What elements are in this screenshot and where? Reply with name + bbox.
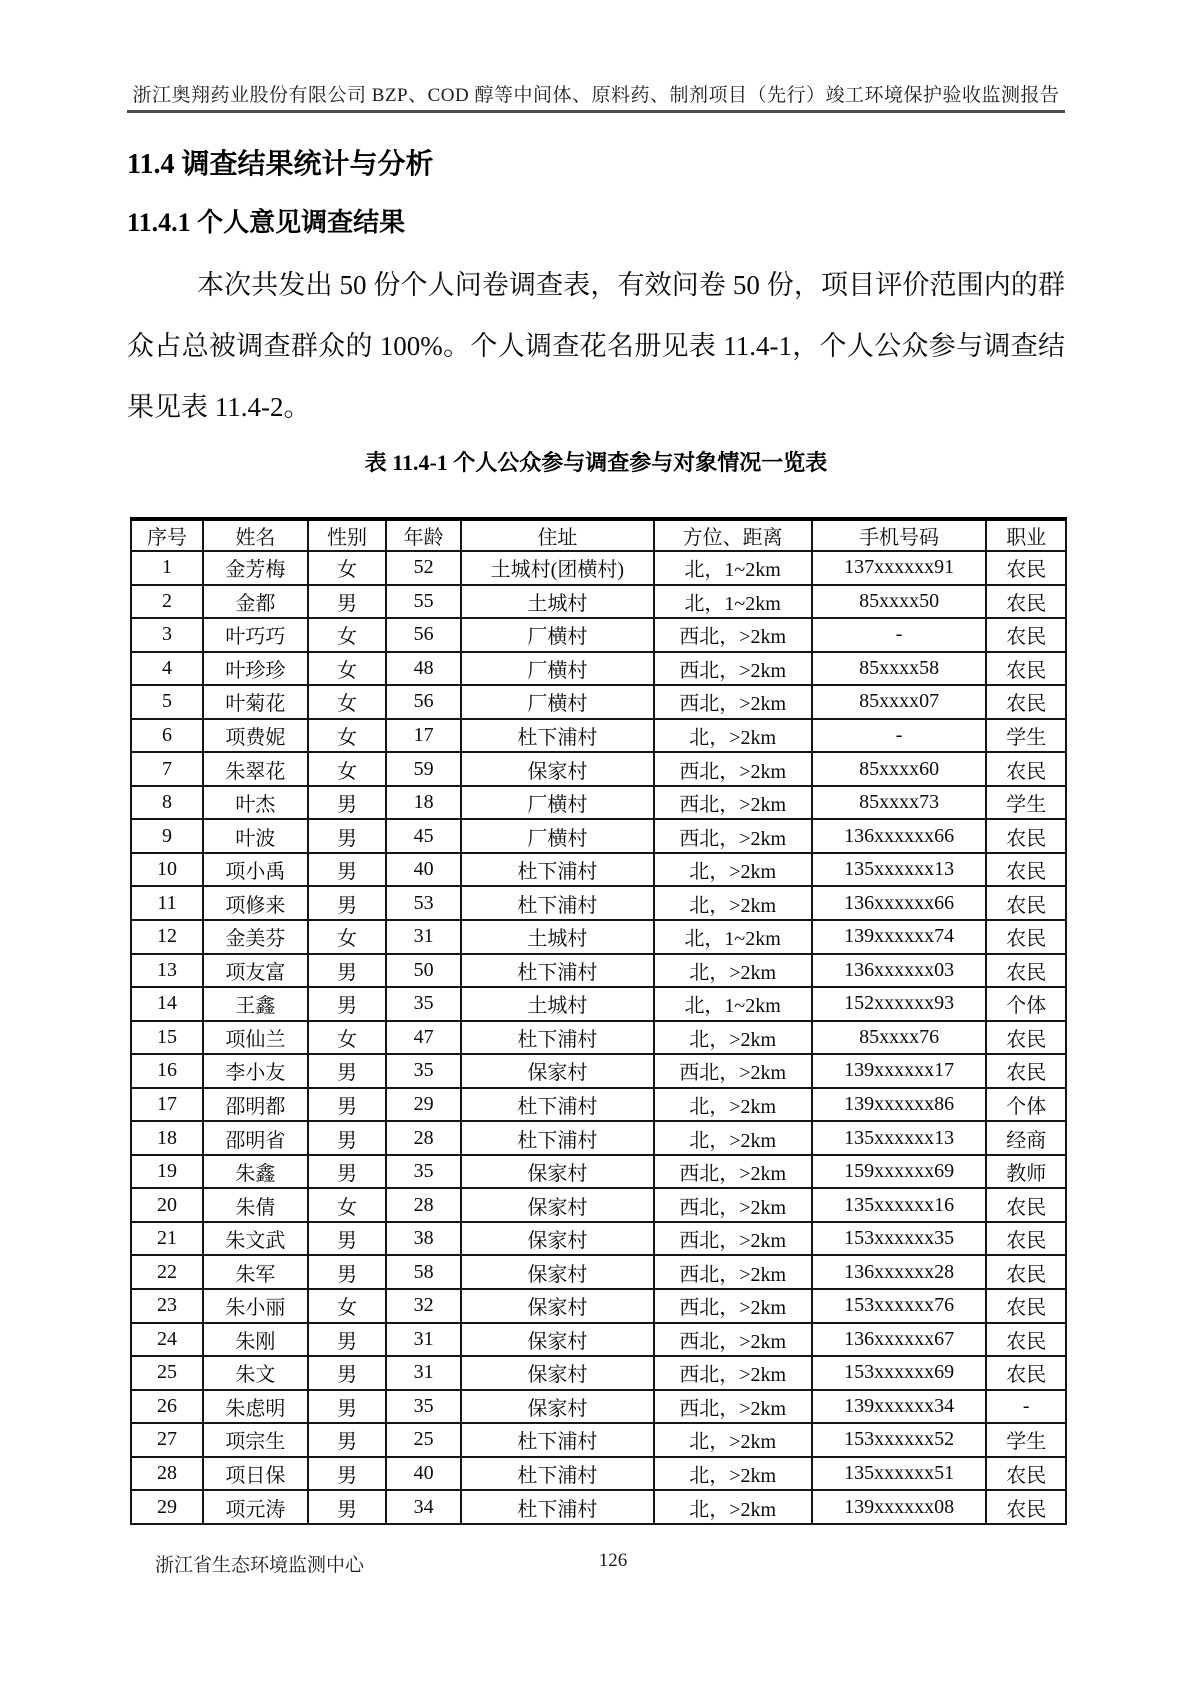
table-row	[131, 685, 1066, 719]
cell-address: 杜下浦村	[461, 1088, 654, 1122]
cell-phone: 85xxxx60	[812, 752, 987, 786]
table-row	[131, 719, 1066, 753]
cell-direction-distance: 西北，>2km	[654, 1054, 812, 1088]
cell-name: 项费妮	[203, 719, 308, 753]
cell-index: 8	[131, 786, 203, 820]
cell-name: 项仙兰	[203, 1021, 308, 1055]
cell-gender: 女	[308, 752, 387, 786]
cell-gender: 男	[308, 786, 387, 820]
cell-occupation: 农民	[986, 551, 1066, 585]
cell-gender: 男	[308, 819, 387, 853]
body-paragraph: 本次共发出 50 份个人问卷调查表，有效问卷 50 份，项目评价范围内的群众占总被调查群众的 100%。个人调查花名册见表 11.4-1，个人公众参与调查结果见表 11.4-2。	[127, 270, 1065, 422]
cell-address: 保家村	[461, 1222, 654, 1256]
cell-gender: 男	[308, 954, 387, 988]
table-row	[131, 1222, 1066, 1256]
cell-age: 56	[386, 685, 461, 719]
cell-address: 厂横村	[461, 685, 654, 719]
cell-phone: 136xxxxxx66	[812, 819, 987, 853]
cell-age: 47	[386, 1021, 461, 1055]
cell-phone: 135xxxxxx13	[812, 853, 987, 887]
cell-occupation: 农民	[986, 752, 1066, 786]
cell-occupation: 农民	[986, 585, 1066, 619]
cell-age: 18	[386, 786, 461, 820]
cell-address: 厂横村	[461, 618, 654, 652]
cell-direction-distance: 西北，>2km	[654, 1323, 812, 1357]
cell-direction-distance: 北，>2km	[654, 1121, 812, 1155]
cell-index: 1	[131, 551, 203, 585]
cell-address: 杜下浦村	[461, 1121, 654, 1155]
cell-gender: 男	[308, 1121, 387, 1155]
cell-name: 朱鑫	[203, 1155, 308, 1189]
cell-age: 31	[386, 1323, 461, 1357]
cell-gender: 男	[308, 585, 387, 619]
cell-gender: 女	[308, 920, 387, 954]
cell-age: 34	[386, 1490, 461, 1524]
cell-direction-distance: 北，1~2km	[654, 585, 812, 619]
cell-age: 56	[386, 618, 461, 652]
cell-index: 25	[131, 1356, 203, 1390]
cell-index: 9	[131, 819, 203, 853]
cell-phone: 139xxxxxx74	[812, 920, 987, 954]
cell-direction-distance: 北，>2km	[654, 1021, 812, 1055]
cell-name: 朱军	[203, 1255, 308, 1289]
table-row	[131, 786, 1066, 820]
cell-name: 王鑫	[203, 987, 308, 1021]
cell-index: 4	[131, 652, 203, 686]
section-heading-11-4: 11.4 调查结果统计与分析	[127, 149, 434, 180]
cell-gender: 男	[308, 987, 387, 1021]
cell-name: 李小友	[203, 1054, 308, 1088]
cell-phone: 136xxxxxx28	[812, 1255, 987, 1289]
cell-phone: 159xxxxxx69	[812, 1155, 987, 1189]
cell-occupation: 农民	[986, 1356, 1066, 1390]
cell-gender: 女	[308, 551, 387, 585]
cell-phone: 139xxxxxx86	[812, 1088, 987, 1122]
cell-direction-distance: 北，>2km	[654, 886, 812, 920]
cell-occupation: 农民	[986, 1255, 1066, 1289]
cell-index: 15	[131, 1021, 203, 1055]
cell-name: 金芳梅	[203, 551, 308, 585]
cell-name: 朱小丽	[203, 1289, 308, 1323]
cell-phone: 135xxxxxx13	[812, 1121, 987, 1155]
cell-index: 24	[131, 1323, 203, 1357]
table-row	[131, 886, 1066, 920]
cell-direction-distance: 北，>2km	[654, 853, 812, 887]
cell-occupation: 经商	[986, 1121, 1066, 1155]
cell-age: 59	[386, 752, 461, 786]
cell-name: 叶杰	[203, 786, 308, 820]
cell-address: 杜下浦村	[461, 853, 654, 887]
cell-gender: 男	[308, 1054, 387, 1088]
cell-name: 项修来	[203, 886, 308, 920]
cell-index: 11	[131, 886, 203, 920]
cell-gender: 男	[308, 1356, 387, 1390]
column-header-direction: 方位、距离	[654, 519, 812, 551]
cell-phone: 153xxxxxx76	[812, 1289, 987, 1323]
table-row	[131, 1490, 1066, 1524]
cell-occupation: 农民	[986, 618, 1066, 652]
cell-direction-distance: 西北，>2km	[654, 819, 812, 853]
cell-gender: 女	[308, 652, 387, 686]
cell-direction-distance: 北，1~2km	[654, 987, 812, 1021]
cell-direction-distance: 西北，>2km	[654, 1188, 812, 1222]
cell-phone: 136xxxxxx66	[812, 886, 987, 920]
cell-address: 土城村	[461, 920, 654, 954]
cell-name: 项小禹	[203, 853, 308, 887]
cell-phone: 136xxxxxx03	[812, 954, 987, 988]
cell-phone: 136xxxxxx67	[812, 1323, 987, 1357]
cell-address: 杜下浦村	[461, 1423, 654, 1457]
cell-name: 金都	[203, 585, 308, 619]
column-header-address: 住址	[461, 519, 654, 551]
cell-occupation: 个体	[986, 1088, 1066, 1122]
cell-occupation: 个体	[986, 987, 1066, 1021]
cell-index: 26	[131, 1390, 203, 1424]
column-header-phone: 手机号码	[812, 519, 987, 551]
cell-direction-distance: 北，>2km	[654, 1490, 812, 1524]
cell-gender: 男	[308, 1222, 387, 1256]
cell-name: 项宗生	[203, 1423, 308, 1457]
cell-direction-distance: 西北，>2km	[654, 618, 812, 652]
cell-address: 保家村	[461, 1289, 654, 1323]
cell-occupation: 农民	[986, 819, 1066, 853]
cell-phone: 139xxxxxx08	[812, 1490, 987, 1524]
cell-gender: 女	[308, 685, 387, 719]
cell-direction-distance: 北，>2km	[654, 719, 812, 753]
column-header-age: 年龄	[386, 519, 461, 551]
cell-index: 2	[131, 585, 203, 619]
cell-occupation: 农民	[986, 1054, 1066, 1088]
cell-direction-distance: 北，>2km	[654, 1088, 812, 1122]
cell-age: 29	[386, 1088, 461, 1122]
column-header-index: 序号	[131, 519, 203, 551]
table-row	[131, 1155, 1066, 1189]
cell-gender: 男	[308, 853, 387, 887]
cell-index: 29	[131, 1490, 203, 1524]
cell-gender: 男	[308, 1155, 387, 1189]
cell-phone: 135xxxxxx51	[812, 1457, 987, 1491]
cell-occupation: 农民	[986, 1222, 1066, 1256]
cell-phone: 137xxxxxx91	[812, 551, 987, 585]
cell-name: 朱翠花	[203, 752, 308, 786]
cell-phone: -	[812, 618, 987, 652]
cell-address: 保家村	[461, 1188, 654, 1222]
cell-occupation: 学生	[986, 1423, 1066, 1457]
cell-direction-distance: 北，1~2km	[654, 920, 812, 954]
table-header-row	[131, 519, 1066, 551]
cell-name: 邵明都	[203, 1088, 308, 1122]
table-row	[131, 1121, 1066, 1155]
cell-phone: 85xxxx58	[812, 652, 987, 686]
report-header-title: 浙江奥翔药业股份有限公司 BZP、COD 醇等中间体、原料药、制剂项目（先行）竣工环境保护验收监测报告	[132, 85, 1060, 106]
cell-address: 杜下浦村	[461, 1490, 654, 1524]
cell-direction-distance: 北，>2km	[654, 1457, 812, 1491]
cell-address: 杜下浦村	[461, 1457, 654, 1491]
cell-index: 27	[131, 1423, 203, 1457]
cell-age: 35	[386, 1054, 461, 1088]
cell-direction-distance: 西北，>2km	[654, 1390, 812, 1424]
table-row	[131, 585, 1066, 619]
table-row	[131, 1323, 1066, 1357]
cell-age: 55	[386, 585, 461, 619]
cell-phone: 85xxxx50	[812, 585, 987, 619]
cell-occupation: 农民	[986, 1021, 1066, 1055]
cell-index: 3	[131, 618, 203, 652]
cell-name: 项友富	[203, 954, 308, 988]
cell-age: 52	[386, 551, 461, 585]
footer-page-number: 126	[598, 1550, 628, 1571]
table-row	[131, 1088, 1066, 1122]
cell-index: 5	[131, 685, 203, 719]
cell-age: 31	[386, 920, 461, 954]
cell-gender: 女	[308, 719, 387, 753]
cell-age: 31	[386, 1356, 461, 1390]
footer-organization: 浙江省生态环境监测中心	[155, 1555, 365, 1576]
cell-index: 7	[131, 752, 203, 786]
cell-gender: 男	[308, 1323, 387, 1357]
cell-address: 厂横村	[461, 652, 654, 686]
table-row	[131, 987, 1066, 1021]
cell-age: 40	[386, 853, 461, 887]
cell-address: 保家村	[461, 1155, 654, 1189]
cell-address: 杜下浦村	[461, 719, 654, 753]
table-caption: 表 11.4-1 个人公众参与调查参与对象情况一览表	[364, 450, 828, 475]
cell-address: 厂横村	[461, 819, 654, 853]
cell-direction-distance: 北，>2km	[654, 954, 812, 988]
cell-age: 38	[386, 1222, 461, 1256]
section-heading-11-4-1: 11.4.1 个人意见调查结果	[127, 208, 406, 237]
cell-address: 保家村	[461, 752, 654, 786]
cell-gender: 女	[308, 1289, 387, 1323]
cell-index: 16	[131, 1054, 203, 1088]
cell-occupation: 教师	[986, 1155, 1066, 1189]
cell-address: 保家村	[461, 1356, 654, 1390]
cell-age: 35	[386, 987, 461, 1021]
cell-direction-distance: 北，>2km	[654, 1423, 812, 1457]
cell-phone: 85xxxx07	[812, 685, 987, 719]
cell-phone: 139xxxxxx34	[812, 1390, 987, 1424]
table-row	[131, 1423, 1066, 1457]
cell-name: 叶珍珍	[203, 652, 308, 686]
cell-name: 金美芬	[203, 920, 308, 954]
cell-age: 35	[386, 1390, 461, 1424]
table-row	[131, 551, 1066, 585]
cell-address: 保家村	[461, 1323, 654, 1357]
cell-gender: 女	[308, 1021, 387, 1055]
cell-phone: 135xxxxxx16	[812, 1188, 987, 1222]
cell-gender: 男	[308, 1490, 387, 1524]
cell-age: 53	[386, 886, 461, 920]
cell-occupation: 农民	[986, 886, 1066, 920]
cell-phone: -	[812, 719, 987, 753]
cell-index: 21	[131, 1222, 203, 1256]
cell-occupation: 农民	[986, 652, 1066, 686]
cell-age: 17	[386, 719, 461, 753]
cell-index: 10	[131, 853, 203, 887]
cell-address: 杜下浦村	[461, 1021, 654, 1055]
cell-gender: 女	[308, 1188, 387, 1222]
table-row	[131, 1054, 1066, 1088]
cell-age: 35	[386, 1155, 461, 1189]
cell-index: 23	[131, 1289, 203, 1323]
table-row	[131, 1289, 1066, 1323]
cell-name: 叶巧巧	[203, 618, 308, 652]
cell-occupation: -	[986, 1390, 1066, 1424]
cell-age: 25	[386, 1423, 461, 1457]
cell-index: 19	[131, 1155, 203, 1189]
cell-phone: 152xxxxxx93	[812, 987, 987, 1021]
cell-direction-distance: 北，1~2km	[654, 551, 812, 585]
cell-name: 朱虑明	[203, 1390, 308, 1424]
cell-age: 48	[386, 652, 461, 686]
cell-address: 土城村(团横村)	[461, 551, 654, 585]
cell-name: 朱刚	[203, 1323, 308, 1357]
cell-address: 厂横村	[461, 786, 654, 820]
cell-gender: 男	[308, 886, 387, 920]
column-header-name: 姓名	[203, 519, 308, 551]
cell-name: 朱文武	[203, 1222, 308, 1256]
table-row	[131, 819, 1066, 853]
cell-gender: 男	[308, 1457, 387, 1491]
table-row	[131, 652, 1066, 686]
cell-phone: 139xxxxxx17	[812, 1054, 987, 1088]
table-row	[131, 920, 1066, 954]
cell-index: 22	[131, 1255, 203, 1289]
cell-name: 朱文	[203, 1356, 308, 1390]
table-row	[131, 1356, 1066, 1390]
cell-name: 项元涛	[203, 1490, 308, 1524]
cell-age: 50	[386, 954, 461, 988]
cell-address: 土城村	[461, 585, 654, 619]
cell-index: 13	[131, 954, 203, 988]
cell-address: 保家村	[461, 1390, 654, 1424]
cell-name: 项日保	[203, 1457, 308, 1491]
cell-name: 叶菊花	[203, 685, 308, 719]
cell-address: 杜下浦村	[461, 954, 654, 988]
cell-occupation: 农民	[986, 1490, 1066, 1524]
cell-occupation: 农民	[986, 1323, 1066, 1357]
cell-age: 32	[386, 1289, 461, 1323]
cell-direction-distance: 西北，>2km	[654, 752, 812, 786]
table-row	[131, 1457, 1066, 1491]
cell-phone: 153xxxxxx52	[812, 1423, 987, 1457]
cell-address: 土城村	[461, 987, 654, 1021]
cell-occupation: 农民	[986, 1188, 1066, 1222]
cell-age: 45	[386, 819, 461, 853]
cell-age: 28	[386, 1188, 461, 1222]
column-header-gender: 性别	[308, 519, 387, 551]
cell-gender: 男	[308, 1088, 387, 1122]
cell-occupation: 农民	[986, 954, 1066, 988]
cell-phone: 153xxxxxx69	[812, 1356, 987, 1390]
cell-index: 6	[131, 719, 203, 753]
header-rule	[127, 110, 1065, 113]
cell-name: 邵明省	[203, 1121, 308, 1155]
table-row	[131, 1255, 1066, 1289]
table-row	[131, 618, 1066, 652]
cell-index: 17	[131, 1088, 203, 1122]
cell-gender: 女	[308, 618, 387, 652]
table-row	[131, 752, 1066, 786]
cell-phone: 85xxxx73	[812, 786, 987, 820]
cell-direction-distance: 西北，>2km	[654, 1356, 812, 1390]
cell-name: 叶波	[203, 819, 308, 853]
cell-occupation: 农民	[986, 685, 1066, 719]
cell-address: 保家村	[461, 1255, 654, 1289]
cell-index: 14	[131, 987, 203, 1021]
cell-occupation: 农民	[986, 1289, 1066, 1323]
cell-age: 58	[386, 1255, 461, 1289]
cell-direction-distance: 西北，>2km	[654, 786, 812, 820]
cell-gender: 男	[308, 1390, 387, 1424]
column-header-job: 职业	[986, 519, 1066, 551]
cell-direction-distance: 西北，>2km	[654, 685, 812, 719]
cell-occupation: 学生	[986, 719, 1066, 753]
table-row	[131, 1188, 1066, 1222]
cell-phone: 153xxxxxx35	[812, 1222, 987, 1256]
cell-index: 20	[131, 1188, 203, 1222]
cell-age: 40	[386, 1457, 461, 1491]
cell-direction-distance: 西北，>2km	[654, 652, 812, 686]
cell-index: 12	[131, 920, 203, 954]
cell-name: 朱倩	[203, 1188, 308, 1222]
table-row	[131, 853, 1066, 887]
survey-table-body	[131, 551, 1066, 1524]
cell-age: 28	[386, 1121, 461, 1155]
cell-occupation: 学生	[986, 786, 1066, 820]
table-row	[131, 1390, 1066, 1424]
survey-table	[130, 517, 1067, 1525]
table-row	[131, 1021, 1066, 1055]
cell-occupation: 农民	[986, 853, 1066, 887]
cell-direction-distance: 西北，>2km	[654, 1222, 812, 1256]
cell-occupation: 农民	[986, 920, 1066, 954]
cell-gender: 男	[308, 1423, 387, 1457]
cell-phone: 85xxxx76	[812, 1021, 987, 1055]
cell-occupation: 农民	[986, 1457, 1066, 1491]
cell-direction-distance: 西北，>2km	[654, 1289, 812, 1323]
cell-direction-distance: 西北，>2km	[654, 1255, 812, 1289]
cell-index: 18	[131, 1121, 203, 1155]
cell-index: 28	[131, 1457, 203, 1491]
table-row	[131, 954, 1066, 988]
cell-direction-distance: 西北，>2km	[654, 1155, 812, 1189]
cell-address: 保家村	[461, 1054, 654, 1088]
cell-gender: 男	[308, 1255, 387, 1289]
cell-address: 杜下浦村	[461, 886, 654, 920]
